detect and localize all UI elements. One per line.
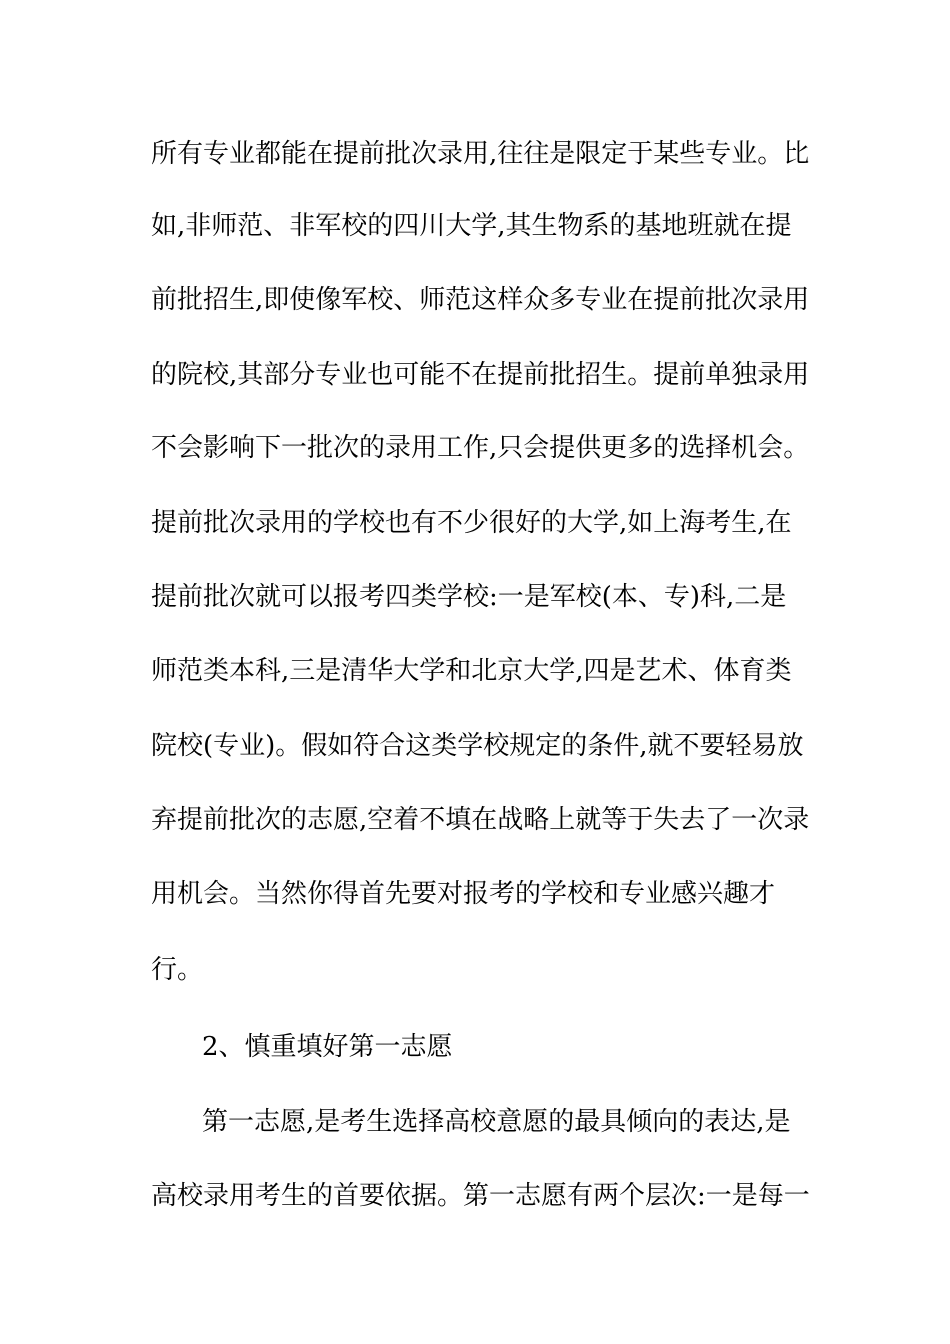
text-line: 提前批次录用的学校也有不少很好的大学,如上海考生,在 [151,508,792,538]
text-line: 高校录用考生的首要依据。第一志愿有两个层次:一是每一 [151,1181,810,1211]
text-line: 前批招生,即使像军校、师范这样众多专业在提前批次录用 [151,285,810,315]
text-line: 的院校,其部分专业也可能不在提前批招生。提前单独录用 [151,360,810,390]
section-heading: 2、慎重填好第一志愿 [202,1032,453,1062]
text-line: 所有专业都能在提前批次录用,往往是限定于某些专业。比 [151,139,810,169]
text-line: 院校(专业)。假如符合这类学校规定的条件,就不要轻易放 [151,731,804,761]
text-line: 弃提前批次的志愿,空着不填在战略上就等于失去了一次录 [151,805,810,835]
text-line: 不会影响下一批次的录用工作,只会提供更多的选择机会。 [151,433,810,463]
text-line: 用机会。当然你得首先要对报考的学校和专业感兴趣才 [151,879,776,909]
text-line: 行。 [151,955,204,985]
text-line: 提前批次就可以报考四类学校:一是军校(本、专)科,二是 [151,582,787,612]
text-line: 师范类本科,三是清华大学和北京大学,四是艺术、体育类 [151,656,792,686]
paragraph-first-line: 第一志愿,是考生选择高校意愿的最具倾向的表达,是 [202,1107,791,1137]
text-line: 如,非师范、非军校的四川大学,其生物系的基地班就在提 [151,211,792,241]
